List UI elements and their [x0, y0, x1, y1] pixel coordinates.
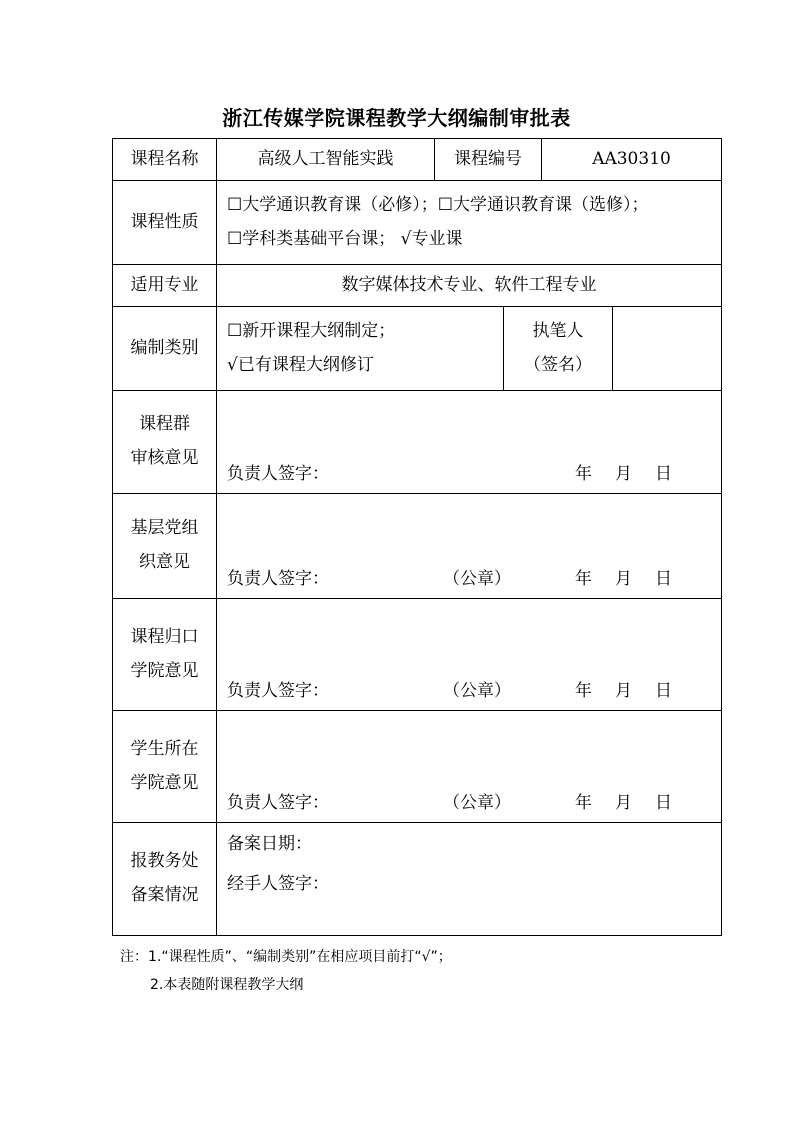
compile-type-label: 编制类别 — [113, 307, 217, 391]
course-nature-options — [217, 181, 722, 265]
writer-signature-field[interactable] — [613, 307, 722, 391]
course-code-label: 课程编号 — [435, 139, 542, 181]
opinion-label-line-1: 课程群 — [139, 414, 190, 435]
month-label: 月 — [615, 681, 632, 701]
opinion-row-home-college — [113, 599, 722, 711]
year-label: 年 — [575, 569, 592, 589]
day-label: 日 — [655, 569, 672, 589]
form-title: 浙江传媒学院课程教学大纲编制审批表 — [222, 106, 571, 130]
course-nature-line-2: ☐学科类基础平台课； √专业课 — [227, 228, 463, 249]
opinion-row-party-branch — [113, 494, 722, 599]
month-label: 月 — [615, 569, 632, 589]
signature-line — [227, 463, 711, 487]
opinion-label — [113, 711, 217, 823]
course-nature-label: 课程性质 — [113, 181, 217, 265]
major-label: 适用专业 — [113, 265, 217, 307]
record-label — [113, 823, 217, 936]
day-label: 日 — [655, 464, 672, 484]
course-nature-line-1: ☐大学通识教育课（必修）；☐大学通识教育课（选修）； — [227, 194, 649, 215]
compile-type-options — [217, 307, 504, 391]
compile-type-option-revise: √已有课程大纲修订 — [227, 354, 374, 375]
signature-line — [227, 680, 711, 704]
opinion-content[interactable] — [217, 391, 722, 494]
opinion-label — [113, 599, 217, 711]
footnotes — [120, 943, 452, 999]
opinion-content[interactable] — [217, 494, 722, 599]
month-label: 月 — [615, 793, 632, 813]
signature-label: 负责人签字： — [227, 793, 329, 813]
major-value: 数字媒体技术专业、软件工程专业 — [217, 265, 722, 307]
year-label: 年 — [575, 793, 592, 813]
record-date-label: 备案日期： — [227, 834, 312, 854]
opinion-label-line-2: 审核意见 — [130, 448, 199, 468]
opinion-label — [113, 391, 217, 494]
compile-type-row — [113, 307, 722, 391]
seal-label: （公章） — [443, 793, 511, 813]
year-label: 年 — [575, 681, 592, 701]
course-name-value: 高级人工智能实践 — [217, 139, 435, 181]
opinion-label-line-2: 学院意见 — [130, 772, 199, 793]
signature-line — [227, 792, 711, 816]
course-nature-row — [113, 181, 722, 265]
approval-form-table — [112, 138, 722, 936]
opinion-row-course-group — [113, 391, 722, 494]
day-label: 日 — [655, 681, 672, 701]
course-code-value: AA30310 — [542, 139, 722, 181]
seal-label: （公章） — [443, 681, 511, 701]
opinion-content[interactable] — [217, 599, 722, 711]
signature-line — [227, 568, 711, 592]
month-label: 月 — [615, 464, 632, 484]
seal-label: （公章） — [443, 569, 511, 589]
course-name-row — [113, 139, 722, 181]
opinion-label-line-2: 织意见 — [139, 552, 190, 572]
footnote-2: 2.本表随附课程教学大纲 — [150, 977, 304, 993]
record-label-line-1: 报教务处 — [130, 851, 199, 872]
year-label: 年 — [575, 464, 592, 484]
opinion-label-line-1: 课程归口 — [130, 626, 199, 647]
opinion-label-line-1: 基层党组 — [130, 518, 199, 539]
writer-label — [504, 307, 613, 391]
opinion-content[interactable] — [217, 711, 722, 823]
signature-label: 负责人签字： — [227, 681, 329, 701]
compile-type-option-new: ☐新开课程大纲制定； — [227, 320, 396, 341]
record-row — [113, 823, 722, 936]
record-content[interactable] — [217, 823, 722, 936]
footnote-1: 注：1.“课程性质”、“编制类别”在相应项目前打“√”； — [120, 949, 452, 965]
course-name-label: 课程名称 — [113, 139, 217, 181]
opinion-label — [113, 494, 217, 599]
signature-label: 负责人签字： — [227, 569, 329, 589]
record-handler-label: 经手人签字： — [227, 873, 329, 894]
writer-label-line-2: （签名） — [524, 354, 592, 375]
writer-label-line-1: 执笔人 — [532, 320, 584, 341]
signature-label: 负责人签字： — [227, 464, 329, 484]
opinion-label-line-1: 学生所在 — [130, 738, 199, 759]
opinion-row-student-college — [113, 711, 722, 823]
record-label-line-2: 备案情况 — [130, 885, 199, 905]
major-row — [113, 265, 722, 307]
opinion-label-line-2: 学院意见 — [130, 660, 199, 681]
day-label: 日 — [655, 793, 672, 813]
